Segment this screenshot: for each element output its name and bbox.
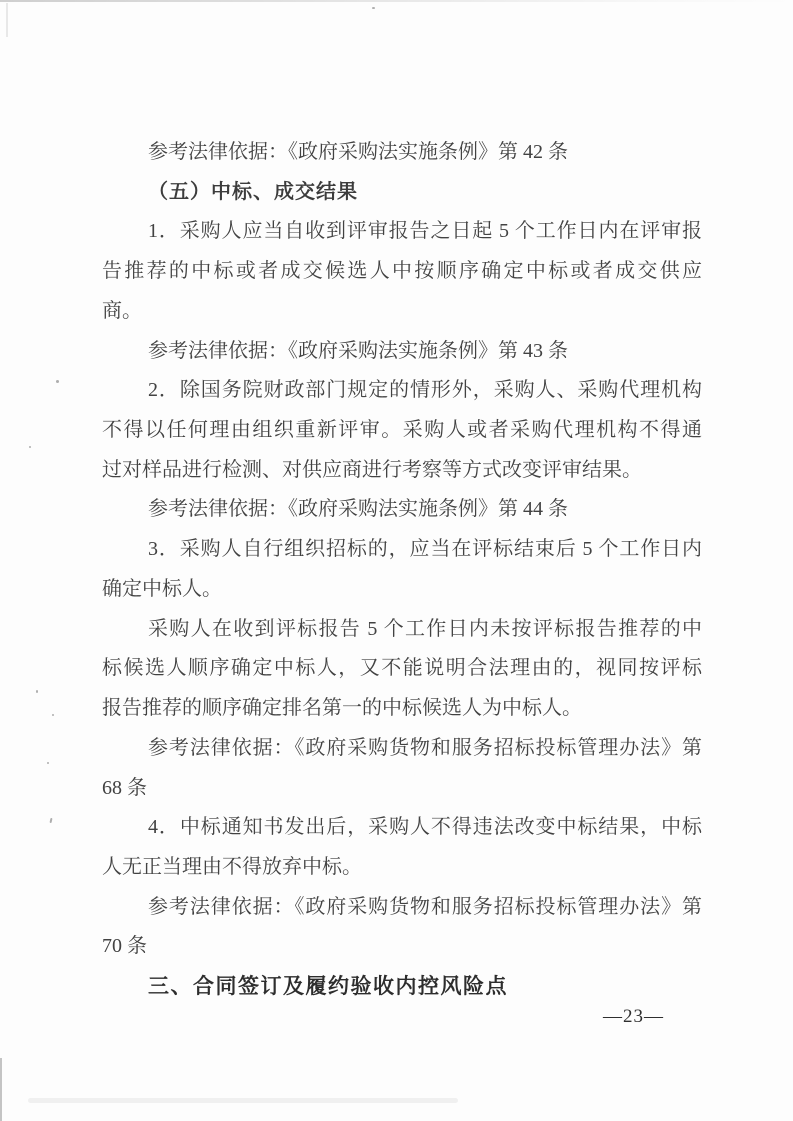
- document-line: 参考法律依据：《政府采购货物和服务招标投标管理办法》第: [148, 895, 702, 918]
- scan-speck: [36, 690, 38, 693]
- document-line: 参考法律依据：《政府采购法实施条例》第 43 条: [148, 339, 568, 362]
- document-line: 3．采购人自行组织招标的，应当在评标结束后 5 个工作日内: [148, 538, 702, 561]
- document-line: 过对样品进行检测、对供应商进行考察等方式改变评审结果。: [102, 458, 642, 481]
- scan-speck: [47, 762, 49, 764]
- scan-speck: [372, 7, 375, 9]
- scan-edge-top: [0, 0, 793, 2]
- document-line: 参考法律依据：《政府采购法实施条例》第 44 条: [148, 498, 568, 521]
- document-line: 告推荐的中标或者成交候选人中按顺序确定中标或者成交供应: [102, 260, 702, 283]
- document-line: 4．中标通知书发出后，采购人不得违法改变中标结果，中标: [148, 816, 702, 839]
- document-line: 参考法律依据：《政府采购货物和服务招标投标管理办法》第: [148, 736, 702, 759]
- document-heading: （五）中标、成交结果: [148, 180, 358, 203]
- document-line: 采购人在收到评标报告 5 个工作日内未按评标报告推荐的中: [148, 617, 702, 640]
- scan-speck: [52, 714, 54, 716]
- scan-edge-left-bottom: [0, 1058, 2, 1121]
- scan-speck: [29, 446, 31, 448]
- scan-smudge-bottom: [28, 1098, 458, 1103]
- document-line: 商。: [102, 299, 142, 322]
- page-number: —23—: [603, 1006, 664, 1027]
- text-block: [102, 133, 702, 1007]
- document-line: 68 条: [102, 776, 147, 799]
- document-line: 2．除国务院财政部门规定的情形外，采购人、采购代理机构: [148, 379, 702, 402]
- document-line: 不得以任何理由组织重新评审。采购人或者采购代理机构不得通: [102, 419, 702, 442]
- document-line: 确定中标人。: [102, 577, 222, 600]
- scan-speck: [50, 818, 53, 823]
- scan-speck: [56, 380, 59, 383]
- document-line: 报告推荐的顺序确定排名第一的中标候选人为中标人。: [102, 697, 582, 720]
- document-line: 参考法律依据：《政府采购法实施条例》第 42 条: [148, 141, 568, 163]
- document-line: 标候选人顺序确定中标人，又不能说明合法理由的，视同按评标: [102, 657, 702, 680]
- document-line: 人无正当理由不得放弃中标。: [102, 855, 362, 878]
- document-heading: 三、合同签订及履约验收内控风险点: [148, 975, 508, 999]
- document-line: 1．采购人应当自收到评审报告之日起 5 个工作日内在评审报: [148, 220, 702, 243]
- scan-edge-left-top: [6, 3, 8, 37]
- document-line: 70 条: [102, 935, 147, 958]
